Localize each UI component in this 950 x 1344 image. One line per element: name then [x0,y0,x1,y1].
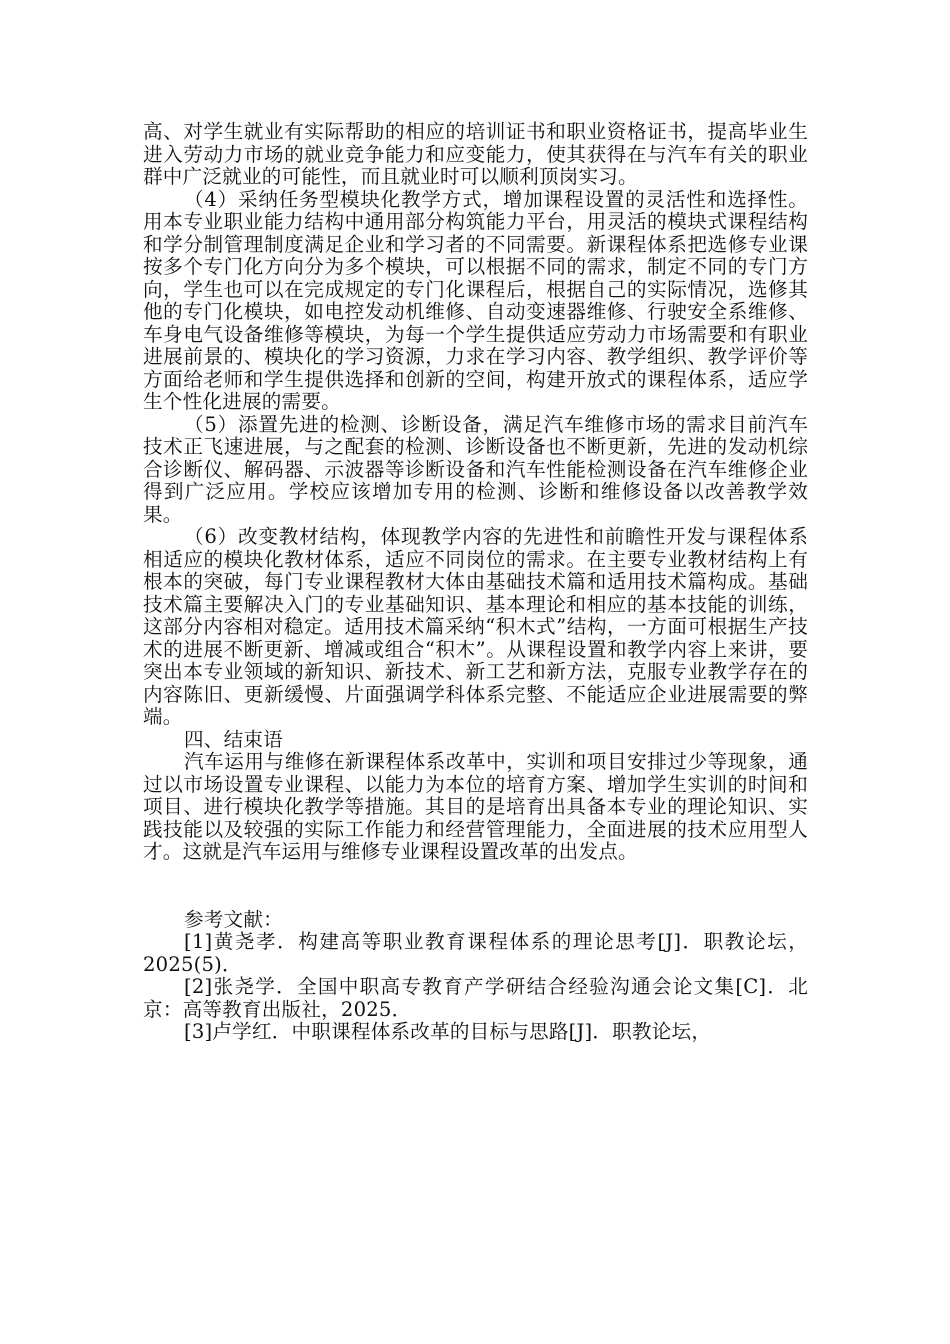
reference-item-3: [3]卢学红．中职课程体系改革的目标与思路[J]．职教论坛， [184,1020,712,1043]
paragraph-item-4: （4）采纳任务型模块化教学方式，增加课程设置的灵活性和选择性。用本专业职业能力结构中通用部分构筑能力平台，用灵活的模块式课程结构和学分制管理制度满足企业和学习者的不同需要。新课程体系把选修专业课按多个专门化方向分为多个模块，可以根据不同的需求，制定不同的专门方向，学生也可以在完成规定的专门化课程后，根据自己的实际情况，选修其他的专门化模块，如电控发动机维修、自动变速器维修、行驶安全系维修、车身电气设备维修等模块，为每一个学生提供适应劳动力市场需要和有职业进展前景的、模块化的学习资源，力求在学习内容、教学组织、教学评价等方面给老师和学生提供选择和创新的空间，构建开放式的课程体系，适应学生个性化进展的需要。 [143,187,808,413]
references-heading: 参考文献： [184,907,283,931]
paragraph-item-6: （6）改变教材结构，体现教学内容的先进性和前瞻性开发与课程体系相适应的模块化教材体系，适应不同岗位的需求。在主要专业教材结构上有根本的突破，每门专业课程教材大体由基础技术篇和适用技术篇构成。基础技术篇主要解决入门的专业基础知识、基本理论和相应的基本技能的训练，这部分内容相对稳定。适用技术篇采纳“积木式”结构，一方面可根据生产技术的进展不断更新、增减或组合“积木”。从课程设置和教学内容上来讲，要突出本专业领域的新知识、新技术、新工艺和新方法，克服专业教学存在的内容陈旧、更新缓慢、片面强调学科体系完整、不能适应企业进展需要的弊端。 [143,525,808,728]
paragraph-certificates-continuation: 高、对学生就业有实际帮助的相应的培训证书和职业资格证书，提高毕业生进入劳动力市场的就业竞争能力和应变能力，使其获得在与汽车有关的职业群中广泛就业的可能性，而且就业时可以顺利顶岗实习。 [143,120,808,188]
reference-item-1: [1]黄尧孝．构建高等职业教育课程体系的理论思考[J]．职教论坛，2025(5)． [143,930,808,976]
paragraph-item-5: （5）添置先进的检测、诊断设备，满足汽车维修市场的需求目前汽车技术正飞速进展，与之配套的检测、诊断设备也不断更新，先进的发动机综合诊断仪、解码器、示波器等诊断设备和汽车性能检测设备在汽车维修企业得到广泛应用。学校应该增加专用的检测、诊断和维修设备以改善教学效果。 [143,412,808,526]
reference-item-2: [2]张尧学．全国中职高专教育产学研结合经验沟通会论文集[C]．北京：高等教育出版社，2025． [143,975,808,1021]
section-heading-conclusion: 四、结束语 [184,727,283,751]
spacer [143,864,808,909]
document-body [143,121,808,1044]
paragraph-conclusion: 汽车运用与维修在新课程体系改革中，实训和项目安排过少等现象，通过以市场设置专业课程、以能力为本位的培育方案、增加学生实训的时间和项目、进行模块化教学等措施。其目的是培育出具备本专业的理论知识、实践技能以及较强的实际工作能力和经营管理能力，全面进展的技术应用型人才。这就是汽车运用与维修专业课程设置改革的出发点。 [143,750,808,863]
